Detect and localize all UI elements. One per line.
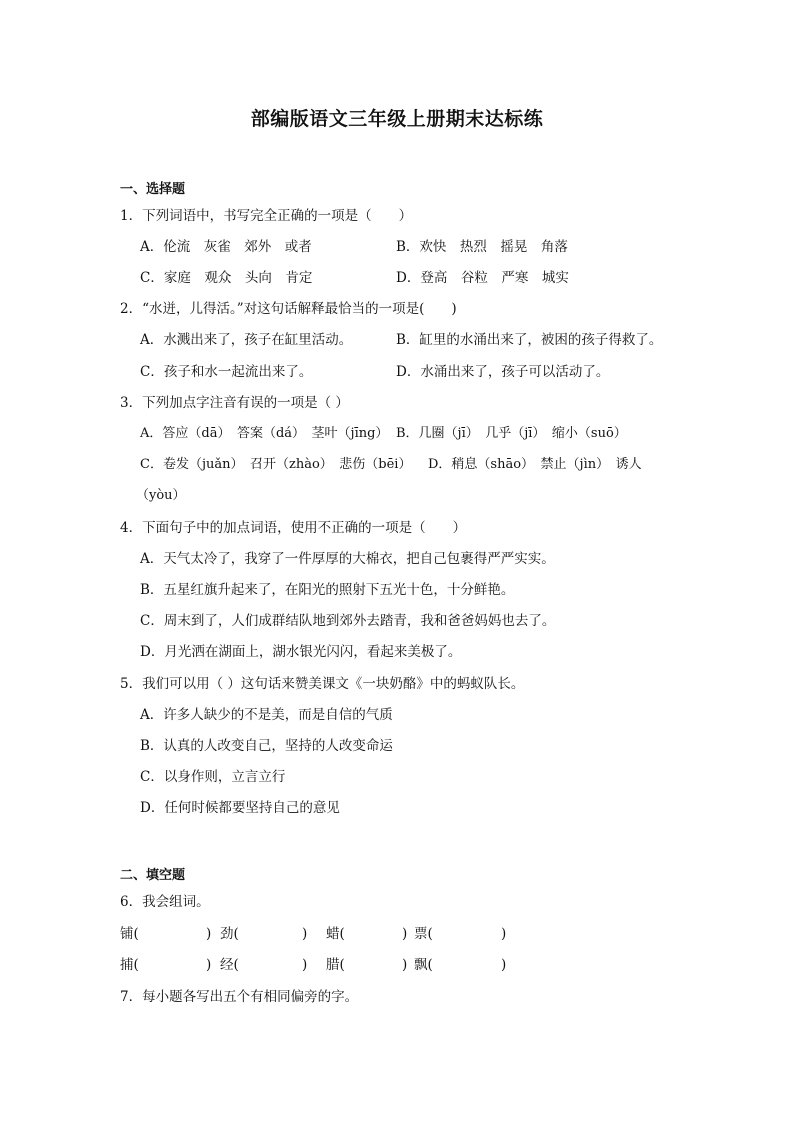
fill-blank-close: ) [402,957,408,973]
fill-blank-close: ) [302,957,308,973]
question-3-option-d: D．稍息（shāo） 禁止（jìn） 诱人 [428,457,642,472]
question-1-option-c: C．家庭 观众 头向 肯定 [140,270,313,286]
question-3-option-c: C．卷发（juǎn） 召开（zhào） 悲伤（bēi） [140,457,412,472]
question-4-stem: 4．下面句子中的加点词语，使用不正确的一项是（ ） [120,520,467,536]
fill-blank-close: ) [302,926,308,942]
fill-blank-open: 铺( [120,926,139,942]
fill-blank-close: ) [206,957,212,973]
section-heading-choice: 一、选择题 [120,182,186,197]
fill-blank-open: 腊( [326,957,345,973]
question-2-stem: 2．“水迸，儿得活。”对这句话解释最恰当的一项是( ) [120,301,457,317]
question-4-option-d: D．月光洒在湖面上，湖水银光闪闪，看起来美极了。 [140,644,462,660]
fill-blank-open: 经( [220,957,239,973]
question-5-option-d: D．任何时候都要坚持自己的意见 [140,800,340,816]
question-2-option-a: A．水溅出来了，孩子在缸里活动。 [140,332,353,348]
section-heading-fill: 二、填空题 [120,868,186,883]
fill-blank-close: ) [206,926,212,942]
question-6-stem: 6．我会组词。 [120,894,210,910]
question-4-option-a: A．天气太冷了，我穿了一件厚厚的大棉衣，把自己包裹得严严实实。 [140,551,555,567]
question-7-stem: 7．每小题各写出五个有相同偏旁的字。 [120,989,359,1005]
fill-blank-open: 蜡( [326,926,345,942]
fill-blank-close: ) [402,926,408,942]
question-5-option-b: B．认真的人改变自己，坚持的人改变命运 [140,738,393,754]
question-1-option-d: D．登高 谷粒 严寒 城实 [396,270,569,286]
fill-blank-open: 捕( [120,957,139,973]
question-5-option-a: A．许多人缺少的不是美，而是自信的气质 [140,707,393,723]
fill-blank-close: ) [501,957,507,973]
question-4-option-b: B．五星红旗升起来了，在阳光的照射下五光十色，十分鲜艳。 [140,582,515,598]
fill-blank-open: 劲( [220,926,239,942]
page-title: 部编版语文三年级上册期末达标练 [250,108,544,130]
question-2-option-c: C．孩子和水一起流出来了。 [140,364,313,380]
fill-blank-close: ) [501,926,507,942]
question-3-option-b: B．几圈（jī） 几乎（jī） 缩小（suō） [396,426,627,441]
question-1-option-a: A．伦流 灰雀 郊外 或者 [140,239,312,255]
question-5-stem: 5．我们可以用（ ）这句话来赞美课文《一块奶酪》中的蚂蚁队长。 [120,676,525,692]
fill-blank-open: 飘( [414,957,433,973]
question-1-stem: 1．下列词语中，书写完全正确的一项是（ ） [120,208,413,224]
question-3-stem: 3．下列加点字注音有误的一项是（ ） [120,395,349,411]
question-2-option-b: B．缸里的水涌出来了，被困的孩子得救了。 [396,332,663,348]
question-3-option-d-continued: （yòu） [136,488,186,503]
question-3-option-a: A．答应（dā） 答案（dá） 茎叶（jīng） [140,426,389,441]
question-2-option-d: D．水涌出来了，孩子可以活动了。 [396,364,610,380]
question-1-option-b: B．欢快 热烈 摇晃 角落 [396,239,568,255]
fill-blank-open: 票( [414,926,433,942]
question-5-option-c: C．以身作则，立言立行 [140,769,286,785]
question-4-option-c: C．周末到了，人们成群结队地到郊外去踏青，我和爸爸妈妈也去了。 [140,613,556,629]
